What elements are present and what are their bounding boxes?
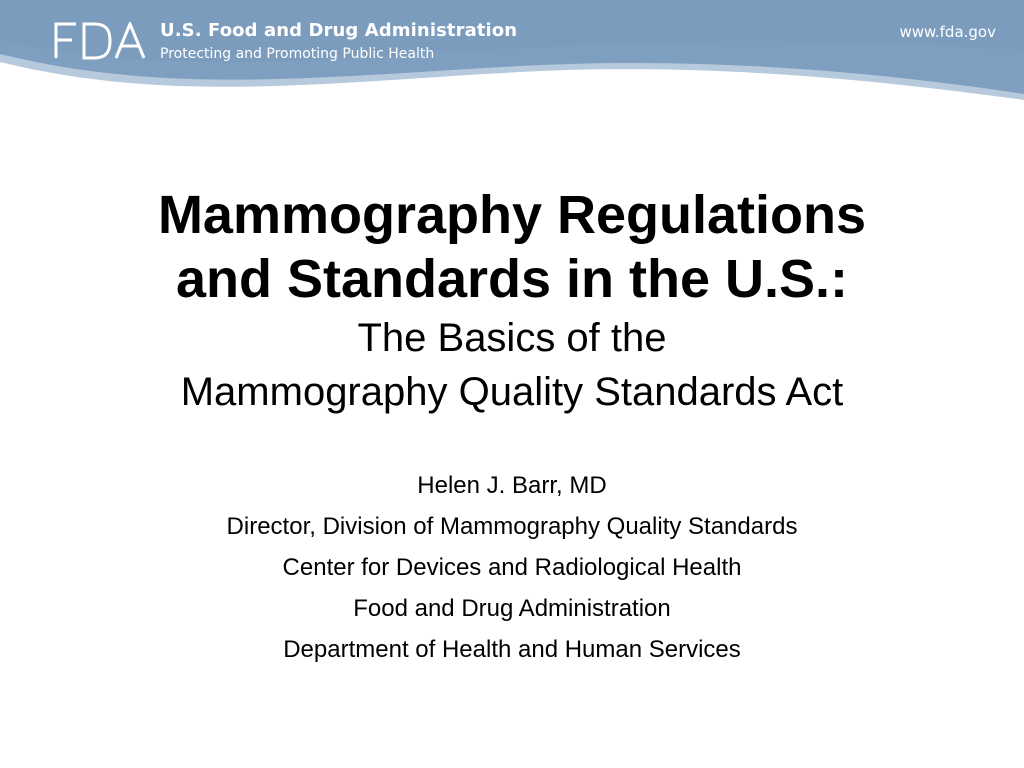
agency-name: U.S. Food and Drug Administration — [160, 20, 518, 41]
fda-logo — [54, 22, 146, 60]
title-block — [0, 183, 1024, 419]
svg-text:FDA: FDA — [54, 22, 56, 23]
agency-tagline: Protecting and Promoting Public Health — [160, 46, 435, 62]
presenter-block — [0, 465, 1024, 670]
presenter-position: Director, Division of Mammography Quality Standards — [226, 513, 798, 540]
presenter-agency: Food and Drug Administration — [353, 595, 671, 622]
website-url: www.fda.gov — [899, 23, 996, 41]
presenter-center: Center for Devices and Radiological Health — [282, 554, 742, 581]
subtitle-line-2: Mammography Quality Standards Act — [180, 370, 844, 414]
title-line-2: and Standards in the U.S.: — [175, 249, 849, 309]
header-banner — [0, 0, 1024, 112]
subtitle-line-1: The Basics of the — [357, 316, 667, 360]
presenter-department: Department of Health and Human Services — [283, 636, 741, 663]
presenter-name: Helen J. Barr, MD — [417, 472, 607, 499]
title-line-1: Mammography Regulations — [157, 185, 867, 245]
agency-block — [160, 20, 517, 64]
